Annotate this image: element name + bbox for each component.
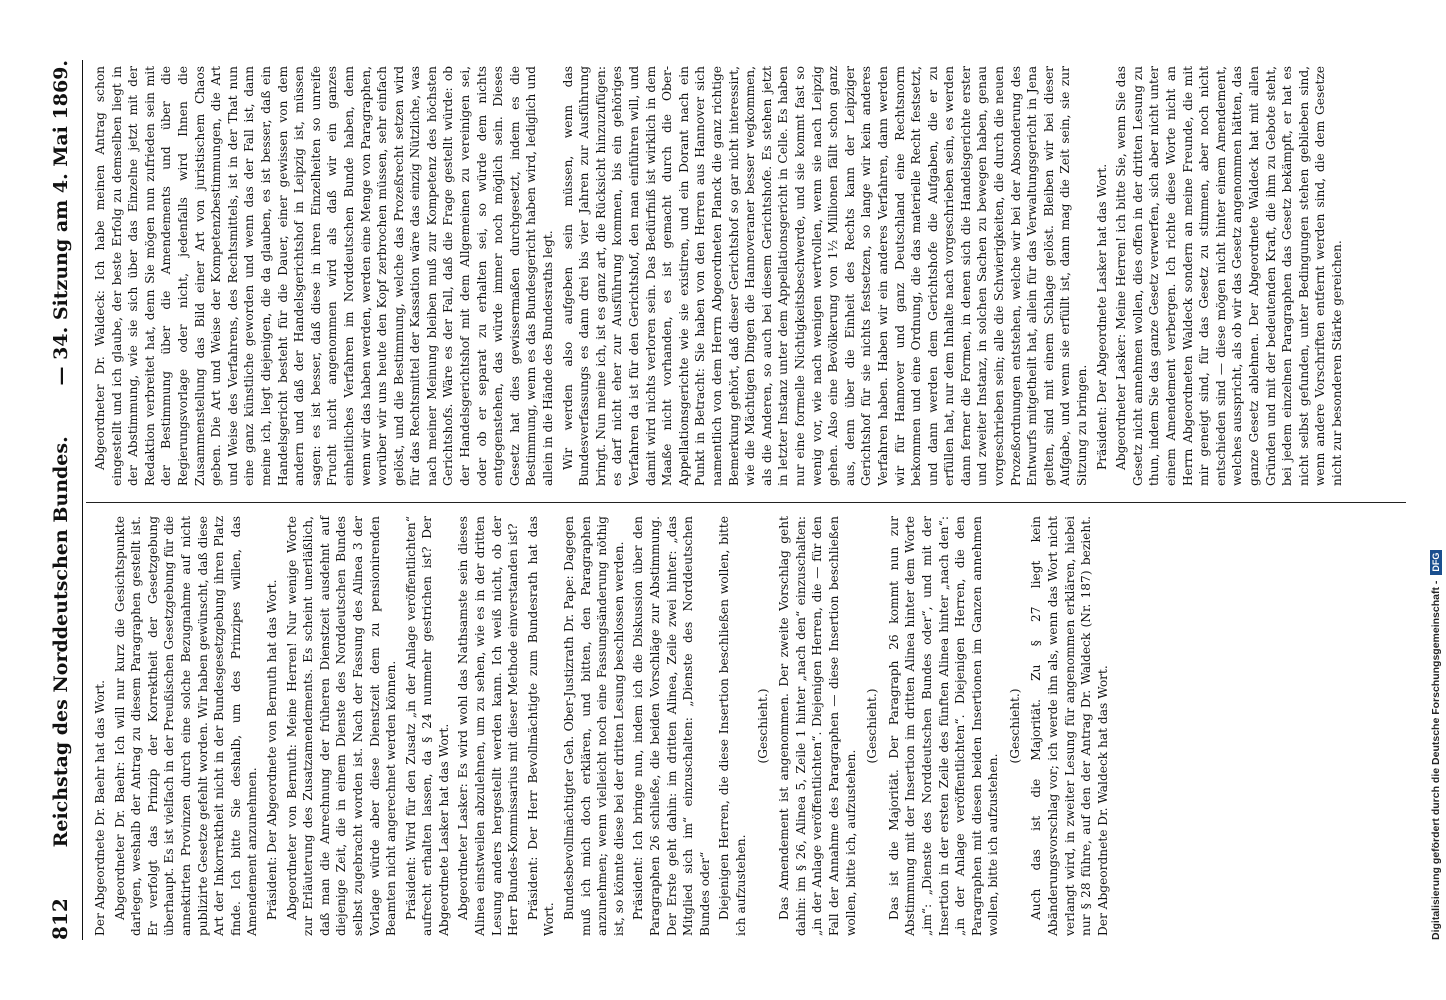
paragraph: Der Abgeordnete Dr. Baehr hat das Wort.	[93, 679, 107, 936]
header-left-title: Reichstag des Norddeutschen Bundes.	[50, 436, 72, 848]
stage-direction: (Geschieht.)	[755, 688, 770, 764]
watermark-line	[1426, 20, 1446, 940]
paragraph: Präsident: Der Herr Bevollmächtigte zum Bundesrath hat das Wort.	[525, 516, 557, 936]
paragraph: Wir werden also aufgeben sein müssen, wenn das Bundesverfassungs es dann drei bis vier Jahren zur Ausführung bringt. Nun meine ich, ist es ganz art, die Rücksicht hinzuzufügen: es darf nicht eher zur Ausführung kommen, bis ein gehöriges Verfahren da ist für den Gerichtshof, den man einführen will, und damit wird nichts verloren sein. Das Bedürfniß ist wirklich in dem Maaße nicht vorhanden, es ist gemacht durch die Ober-Appellationsgerichte wie sie existiren, und ein Dorant nach ein Punkt in Betracht: Sie haben von den Herren aus Hannover sich namentlich von dem Herrn Abgeordneten Planck die ganz richtige Bemerkung gehört, daß dieser Gerichtshof so gar nicht interessirt, wie die Mächtigen Dingen die Hannoveraner besser wegkommen, als die Anderen, so auch bei diesem Gerichtshofe. Es stehen jetzt in letzter Instanz unter dem Appellationsgericht in Celle. Es haben nur eine formelle Nichtigkeitsbeschwerde, und sie kommt fast so wenig vor, wie nach wenigen wertvollen, wenn sie nach Leipzig gehen. Also eine Bevölkerung von 1½ Millionen fällt schon ganz aus, denn über die Einheit des Rechts kann der Leipziger Gerichtshof für sie nichts festsetzen, so lange wir kein anderes Verfahren haben. Haben wir ein anderes Verfahren, dann werden wir für Hannover und ganz Deutschland eine Rechtsnorm bekommen und eine Ordnung, die das materielle Recht festsetzt, und dann werden dem Gerichtshofe die Aufgaben, die er zu erfüllen hat, nur dem Inhalte nach vorgeschrieben sein, es werden dann ferner die Formen, in denen sich die Handelsgerichte erster und zweiter Instanz, in solchen Sachen zu bewegen haben, genau vorgeschrieben sein; alle die Schwierigkeiten, die durch die neuen Prozeßordnungen entstehen, welche wir bei der Absonderung des Entwurfs mitgetheilt hat, allein für das Verwaltungsgericht in Jena gelten, sind mit einem Schlage gelöst. Bleiben wir bei dieser Aufgabe, und wenn sie erfüllt ist, dann mag die Zeit sein, sie zur Sitzung zu bringen.	[560, 66, 1090, 486]
header-right-title: — 34. Sitzung am 4. Mai 1869.	[50, 60, 72, 386]
paragraph: Abgeordneter von Bernuth: Meine Herren! Nur wenige Worte zur Erläuterung des Zusatzamendements. Es scheint unerläßlich, daß man die Anrechnung der früheren Dienstzeit ausdehnt auf diejenige Zeit, die in einem Dienste des Norddeutschen Bundes selbst zugebracht worden ist. Nach der Fassung des Alinea 3 der Vorlage würde aber diese Dienstzeit dem zu pensionirenden Beamten nicht angerechnet werden können.	[284, 516, 399, 936]
watermark-text: Digitalisierung gefördert durch die Deutsche Forschungsgemeinschaft -	[1430, 580, 1442, 940]
paragraph: Präsident: Der Abgeordnete Lasker hat das Wort.	[1094, 163, 1109, 470]
right-column	[92, 66, 1402, 486]
paragraph: Das ist die Majorität. Der Paragraph 26 kommt nun zur Abstimmung mit der Insertion im dritten Alinea hinter dem Worte „im“: „Dienste des Norddeutschen Bundes oder“, und mit der Insertion in der ersten Zeile des fünften Alinea hinter „nach den“: „in der Anlage veröffentlichten“. Diejenigen Herren, die den Paragraphen mit diesen beiden Insertionen im Ganzen annehmen wollen, bitte ich aufzustehen.	[886, 516, 1001, 936]
paragraph: Abgeordneter Lasker: Es wird wohl das Nathsamste sein dieses Alinea einstweilen abzulehnen, um zu sehen, wie es in der dritten Lesung anders hergestellt werden kann. Ich weiß nicht, ob der Herr Bundes-Kommissarius mit dieser Methode einverstanden ist?	[456, 516, 521, 936]
paragraph: Bundesbevollmächtigter Geh. Ober-Justizrath Dr. Pape: Dagegen muß ich mich doch erklären, und bitten, den Paragraphen anzunehmen; wenn vielleicht noch eine Fassungsänderung nöthig ist, so könnte diese bei der dritten Lesung beschlossen werden.	[562, 516, 626, 936]
paragraph: Abgeordneter Dr. Waldeck: Ich habe meinen Antrag schon eingestellt und ich glaube, der beste Erfolg zu demselben liegt in der Abstimmung, wie sie sich über das Einzelne jetzt mit der Redaktion verbreitet hat, denn Sie mögen nun zufrieden sein mit der Bestimmung über die Amendements und über die Regierungsvorlage oder nicht, jedenfalls wird Ihnen die Zusammenstellung das Bild einer Art von juristischem Chaos geben. Die Art und Weise der Kompetenzbestimmungen, die Art und Weise des Verfahrens, des Rechtsmittels, ist in der That nun eine ganz künstliche geworden und wenn das der Fall ist, dann meine ich, liegt diejenigen, die da glauben, es ist besser, daß ein Handelsgericht besteht für die Dauer, einer gewissen von dem andern und daß der Handelsgerichtshof in Leipzig ist, müssen sagen: es ist besser, daß diese in ihren Einzelheiten so unreife Frucht nicht angenommen wird als daß wir ein ganzes einheitliches Verfahren im Norddeutschen Bunde haben, denn wenn wir das haben werden, werden eine Menge von Paragraphen, worüber wir uns heute den Kopf zerbrochen müssen, sehr einfach gelöst, und die Bestimmung, welche das Prozeßrecht setzen wird für das Rechtsmittel der Kassation wäre das einzig Nützliche, was nach meiner Meinung bleiben muß zur Kompetenz des höchsten Gerichtshofs. Wäre es der Fall, daß die Frage gestellt würde: ob der Handelsgerichtshof mit dem Allgemeinen zu vereinigen sei, oder ob er separat zu erhalten sei, so würde dem nichts entgegenstehen, das würde immer noch möglich sein. Dieses Gesetz hat dies gewissermaßen durchgesetzt, indem es die Bestimmung, wenn es das Bundesgericht haben wird, lediglich und allein in die Hände des Bundesraths legt.	[93, 66, 556, 486]
paragraph: Präsident: Wird für den Zusatz „in der Anlage veröffentlichten“ aufrecht erhalten lassen, da § 24 nunmehr gestrichen ist? Der Abgeordnete Lasker hat das Wort.	[403, 516, 451, 936]
stage-direction: (Geschieht.)	[865, 688, 880, 764]
left-column	[92, 516, 1402, 936]
page-number: 812	[48, 898, 72, 940]
paragraph: Präsident: Der Abgeordnete von Bernuth hat das Wort.	[264, 579, 279, 920]
stage-direction: (Geschieht.)	[1007, 688, 1022, 764]
paragraph: Abgeordneter Lasker: Meine Herren! ich bitte Sie, wenn Sie das Gesetz nicht annehmen wollen, dies offen in der dritten Lesung zu thun, indem Sie das ganze Gesetz verwerfen, sich aber nicht unter einem Amendement verbergen. Ich richte diese Worte nicht an Herrn Abgeordneten Waldeck sondern an meine Freunde, die mit mir geneigt sind, für das Gesetz zu stimmen, aber noch nicht entschieden sind — diese mögen nicht hinter einem Amendement, welches ausspricht, als ob wir das Gesetz angenommen hätten, das ganze Gesetz ablehnen. Der Abgeordnete Waldeck hat mit allen Gründen und mit der bedeutenden Kraft, die ihm zu Gebote steht, bei jedem einzelnen Paragraphen das Gesetz bekämpft, er hat es nicht selbst gefunden, unter Bedingungen stehen geblieben sind, wenn andere Vorschriften entfernt werden sind, die dem Gesetze nicht zur besonderen Stärke gereichen.	[1114, 66, 1344, 486]
dfg-logo: DFG	[1430, 550, 1442, 575]
digitization-watermark	[1410, 40, 1442, 960]
paragraph: Das Amendement ist angenommen. Der zweite Vorschlag geht dahin: im § 26, Alinea 5, Zeile 1 hinter „nach den“ einzuschalten: „in der Anlage veröffentlichten“. Diejenigen Herren, die — für den Fall der Annahme des Paragraphen — diese Insertion beschließen wollen, bitte ich, aufzustehen.	[777, 516, 858, 936]
paragraph: Präsident: Ich bringe nun, indem ich die Diskussion über den Paragraphen 26 schließe, die beiden Vorschläge zur Abstimmung. Der Erste geht dahin: im dritten Alinea, Zeile zwei hinter: „das Mitglied sich im“ einzuschalten: „Dienste des Norddeutschen Bundes oder“	[631, 516, 712, 936]
paragraph: Auch das ist die Majorität. Zu § 27 liegt kein Abänderungsvorschlag vor; ich werde ihn als, wenn das Wort nicht verlangt wird, in zweiter Lesung für angenommen erklären, hiebei nur § 28 führe, auf den der Antrag Dr. Waldeck (Nr. 187) bezieht. Der Abgeordnete Dr. Waldeck hat das Wort.	[1029, 516, 1110, 936]
column-divider	[86, 502, 1406, 503]
running-header	[48, 60, 83, 940]
paragraph: Abgeordneter Dr. Baehr: Ich will nur kurz die Gesichtspunkte darlegen, weshalb der Antrag zu diesem Paragraphen gestellt ist. Er verfolgt das Prinzip der Korrektheit der Gesetzgebung überhaupt. Es ist vielfach in der Preußischen Gesetzgebung für die annektirten Provinzen durch eine solche Bezugnahme auf nicht publizirte Gesetze gefehlt worden. Wir haben gewünscht, daß diese Art der Inkorrektheit nicht in der Bundesgesetzgebung ihren Platz finde. Ich bitte Sie deshalb, um des Prinzipes willen, das Amendement anzunehmen.	[112, 516, 260, 936]
paragraph: Diejenigen Herren, die diese Insertion beschließen wollen, bitte ich aufzustehen.	[717, 516, 748, 936]
